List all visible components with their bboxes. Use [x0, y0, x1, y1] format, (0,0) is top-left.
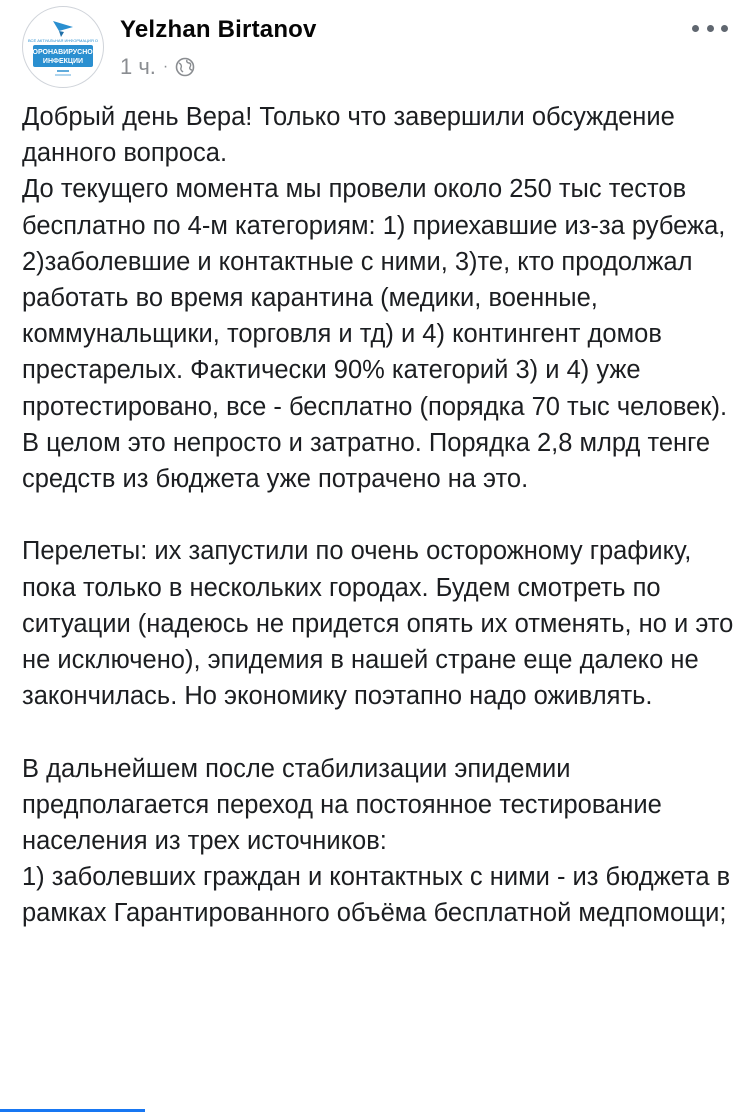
- author-name[interactable]: Yelzhan Birtanov: [120, 16, 317, 43]
- globe-icon[interactable]: [175, 57, 195, 77]
- avatar-text-line3: ИНФЕКЦИИ: [42, 58, 84, 65]
- more-options-icon[interactable]: [692, 20, 728, 36]
- scroll-indicator: [0, 1109, 145, 1112]
- post-paragraph: Добрый день Вера! Только что завершили обсуждение данного вопроса. До текущего момента мы провели около 250 тыс тестов бесплатно по 4-м категориям: 1) приехавшие из-за рубежа, 2)заболевшие и контактные с ними, 3)те, кто продолжал работать во время карантина (медики, военные, коммунальщики, торговля и тд) и 4) контингент домов престарелых. Фактически 90% категорий 3) и 4) уже протестировано, все - бесплатно (порядка 70 тыс человек). В целом это непросто и затратно. Порядка 2,8 млрд тенге средств из бюджета уже потрачено на это.: [22, 103, 728, 494]
- avatar-logo: [23, 7, 103, 87]
- avatar-text-line1: ВСЁ АКТУАЛЬНАЯ ИНФОРМАЦИЯ О: [28, 38, 98, 43]
- post-header: [22, 6, 732, 86]
- post-meta: [120, 54, 195, 80]
- post-text: [22, 99, 738, 932]
- post-paragraph: Перелеты: их запустили по очень осторожному графику, пока только в нескольких городах. Будем смотреть по ситуации (надеюсь не придется опять их отменять, но и это не исключено), эпидемия в нашей стране еще далеко не закончилась. Но экономику поэтапно надо оживлять.: [22, 537, 734, 711]
- post-paragraph: В дальнейшем после стабилизации эпидемии предполагается переход на постоянное тестирование населения из трех источников: 1) заболевших граждан и контактных с ними - из бюджета в рамках Гарантированного объёма бесплатной медпомощи;: [22, 754, 731, 928]
- avatar-text-line2: КОРОНАВИРУСНОЙ: [28, 49, 98, 56]
- meta-separator: ·: [162, 58, 169, 75]
- post-time[interactable]: 1 ч.: [120, 54, 156, 79]
- avatar[interactable]: [22, 6, 104, 88]
